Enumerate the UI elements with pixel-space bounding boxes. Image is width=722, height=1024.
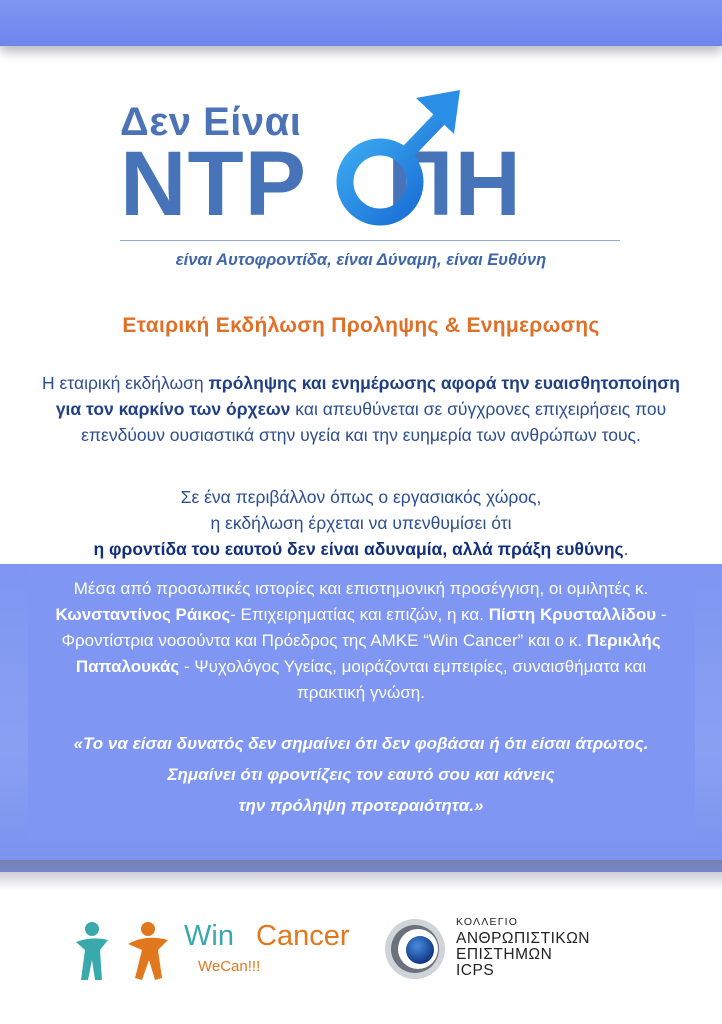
title-divider	[120, 240, 620, 241]
wecan-tagline: WeCan!!!	[198, 958, 261, 975]
event-title: Εταιρική Εκδήλωση Προληψης & Ενημερωσης	[122, 314, 600, 337]
icps-line-3: ΕΠΙΣΤΗΜΩΝ	[456, 946, 553, 963]
icps-text	[456, 914, 590, 979]
icps-line-2: ΑΝΘΡΩΠΙΣΤΙΚΩΝ	[456, 930, 590, 947]
speakers-text-3: - Φροντίστρια νοσούντα και Πρόεδρος της ΑΜΚΕ “Win Cancer” και ο κ.	[61, 605, 667, 650]
quote-line-3: την πρόληψη προτεραιότητα.»	[238, 796, 484, 815]
context-emphasis: η φροντίδα του εαυτού δεν είναι αδυναμία, αλλά πράξη ευθύνης	[93, 539, 624, 559]
band-shadow	[0, 860, 722, 890]
intro-bold: πρόληψης και ενημέρωσης αφορά την ευαισθητοποίηση για τον καρκίνο των όρχεων	[55, 373, 680, 419]
context-paragraph	[30, 484, 692, 562]
context-period: .	[623, 539, 629, 559]
tagline: είναι Αυτοφροντίδα, είναι Δύναμη, είναι Ευθύνη	[175, 251, 547, 269]
quote-line-2: Σημαίνει ότι φροντίζεις τον εαυτό σου και κάνεις	[167, 765, 555, 784]
title-right: ΠΗ	[387, 133, 522, 235]
speaker-3: Περικλής Παπαλουκάς	[75, 631, 661, 676]
context-line-3	[30, 536, 692, 562]
speakers-text-2: - Επιχειρηματίας και επιζών, η κα.	[230, 605, 489, 624]
icps-line-4: ICPS	[456, 962, 495, 979]
title-line-1: Δεν Είναι	[120, 100, 302, 144]
intro-text-2: και απευθύνεται σε σύγχρονες επιχειρήσεις που επενδύουν ουσιαστικά στην υγεία και την ευημερία των ανθρώπων τους.	[81, 399, 667, 445]
context-line-1: Σε ένα περιβάλλον όπως ο εργασιακός χώρος,	[180, 487, 542, 507]
intro-text-1: Η εταιρική εκδήλωση	[42, 373, 209, 393]
context-line-2: η εκδήλωση έρχεται να υπενθυμίσει ότι	[210, 513, 512, 533]
people-figures-icon	[70, 920, 180, 986]
speakers-paragraph	[40, 576, 682, 706]
intro-paragraph	[30, 370, 692, 448]
speakers-text-1: Μέσα από προσωπικές ιστορίες και επιστημονική προσέγγιση, οι ομιλητές κ.	[73, 579, 649, 598]
speaker-2: Πίστη Κρυσταλλίδου	[488, 605, 657, 624]
icps-circle-icon	[382, 916, 448, 982]
cancer-word: Cancer	[256, 920, 350, 952]
quote	[40, 728, 682, 821]
title-left: ΝΤΡ	[120, 133, 307, 235]
quote-line-1: «Το να είσαι δυνατός δεν σημαίνει ότι δεν φοβάσαι ή ότι είσαι άτρωτος.	[73, 734, 649, 753]
top-band	[0, 0, 722, 46]
win-word: Win	[184, 920, 234, 952]
win-cancer-logo	[70, 918, 370, 988]
speakers-text-4: - Ψυχολόγος Υγείας, μοιράζονται εμπειρίες, συναισθήματα και πρακτική γνώση.	[179, 657, 647, 702]
male-symbol-icon	[330, 86, 470, 236]
icps-line-1: ΚΟΛΛΕΓΙΟ	[456, 916, 519, 928]
speaker-1: Κωνσταντίνος Ράικος	[55, 605, 231, 624]
